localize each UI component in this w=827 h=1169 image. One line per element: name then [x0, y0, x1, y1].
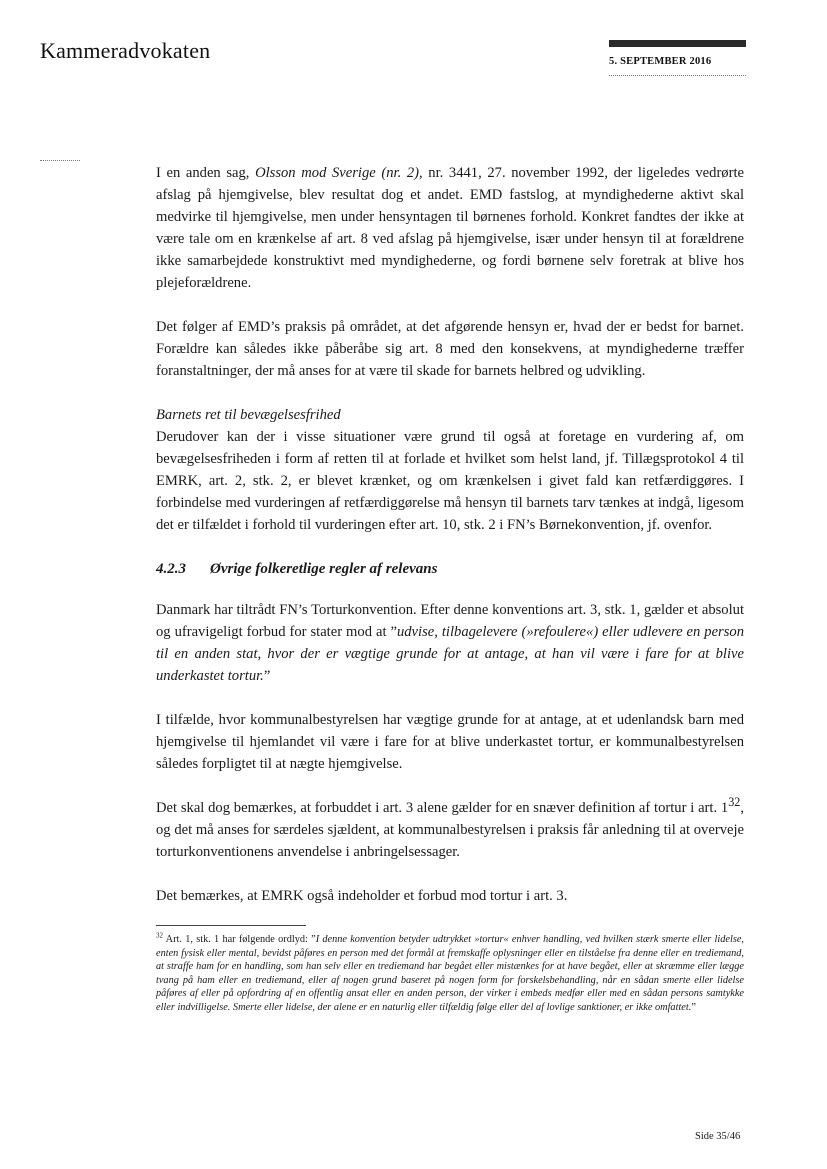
footnote: $^{32}$ Art. 1, stk. 1 har følgende ordlyd: ”I denne konvention betyder udtrykket »tortur« enhver handling, ved hvilken stærk smerte eller lidelse, enten fysisk eller mental, bevidst påføres en person med det formål at fremskaffe oplysninger eller en tilståelse fra denne eller en trediemand, at straffe ham for en handling, som han selv eller en trediemand har begået eller mistænkes for at have begået, eller at skræmme eller lægge tvang på ham eller en trediemand, eller af nogen grund baseret på nogen form for forskelsbehandling, når en sådan smerte eller lidelse påføres af eller på opfordring af en offentlig ansat eller en anden person, der virker i embeds medfør eller med en sådan persons samtykke eller indvilligelse. Smerte eller lidelse, der alene er en naturlig eller tilfældig følge eller del af lovlige sanktioner, er ikke omfattet.”: [156, 931, 744, 1013]
paragraph-1: I en anden sag, Olsson mod Sverige (nr. 2), nr. 3441, 27. november 1992, der ligeledes vedrørte afslag på hjemgivelse, blev resultat dog et andet. EMD fastslog, at myndighederne aktivt skal medvirke til hjemgivelse, men under hensyntagen til børnenes forhold. Konkret fandtes der ikke at være tale om en krænkelse af art. 8 ved afslag på hjemgivelse, især under hensyn til at forældrene ikke samarbejdede konstruktivt med myndighederne, og fordi børnene selv foretrak at blive hos plejeforældrene.: [156, 165, 744, 291]
paragraph-7: Det bemærkes, at EMRK også indeholder et forbud mod tortur i art. 3.: [156, 888, 568, 904]
document-date: 5. SEPTEMBER 2016: [609, 56, 712, 67]
header-bar: [609, 40, 746, 47]
paragraph-6: Det skal dog bemærkes, at forbuddet i art. 3 alene gælder for en snæver definition af tortur i art. $1^{32}$, og det må anses for særdeles sjældent, at kommunalbestyrelsen i praksis får anledning til at overveje torturkonventionens anvendelse i anbringelsessager.: [156, 795, 744, 860]
org-title: Kammeradvokaten: [40, 38, 211, 63]
paragraph-2: Det følger af EMD’s praksis på området, at det afgørende hensyn er, hvad der er bedst for barnet. Forældre kan således ikke påberåbe sig art. 8 med den konsekvens, at myndighederne træffer foranstaltninger, der må anses for at være til skade for barnets helbred og udvikling.: [156, 319, 744, 379]
quote: udvise, tilbagelevere (»refoulere«) eller udlevere en person til en anden stat, hvor der er vægtige grunde for at antage, at han vil være i fare for at blive underkastet tortur.: [156, 624, 744, 684]
footnote-ref[interactable]: 32: [728, 795, 741, 810]
paragraph-4: Danmark har tiltrådt FN’s Torturkonvention. Efter denne konventions art. 3, stk. 1, gælder et absolut og ufravigeligt forbud for stater mod at ”udvise, tilbagelevere (»refoulere«) eller udlevere en person til en anden stat, hvor der er vægtige grunde for at antage, at han vil være i fare for at blive underkastet tortur.”: [156, 602, 744, 684]
document-body: [156, 162, 744, 929]
section-title: Øvrige folkeretlige regler af relevans: [210, 561, 438, 577]
header-divider: [609, 75, 746, 76]
footnote-quote: I denne konvention betyder udtrykket »tortur« enhver handling, ved hvilken stærk smerte eller lidelse, enten fysisk eller mental, bevidst påføres en person med det formål at fremskaffe oplysninger eller en tilståelse fra denne eller en trediemand, at straffe ham for en handling, som han selv eller en trediemand har begået eller mistænkes for at have begået, eller at skræmme eller lægge tvang på ham eller en trediemand, eller af nogen grund baseret på nogen form for forskelsbehandling, når en sådan smerte eller lidelse påføres af eller på opfordring af en offentlig ansat eller en anden person, der virker i embeds medfør eller med en sådan persons samtykke eller indvilligelse. Smerte eller lidelse, der alene er en naturlig eller tilfældig følge eller del af lovlige sanktioner, er ikke omfattet.: [156, 934, 744, 1013]
footnote-divider: [156, 925, 306, 926]
paragraph-5: I tilfælde, hvor kommunalbestyrelsen har vægtige grunde for at antage, at et udenlandsk barn med hjemgivelse til hjemlandet vil være i fare for at blive underkastet tortur, er kommunalbestyrelsen således forpligtet til at nægte hjemgivelse.: [156, 712, 744, 772]
page-number: Side 35/46: [695, 1131, 741, 1142]
section-heading: [156, 558, 744, 580]
paragraph-3: Derudover kan der i visse situationer være grund til også at foretage en vurdering af, om bevægelsesfriheden i form af retten til at forlade et hvilket som helst land, jf. Tillægsprotokol 4 til EMRK, art. 2, stk. 2, er blevet krænket, og om krænkelsen i givet fald kan retfærdiggøres. I forbindelse med vurderingen af retfærdiggørelse må hensyn til barnets tarv tænkes at indgå, ligesom det er tilfældet i forhold til vurderingen efter art. 10, stk. 2 i FN’s Børnekonvention, jf. ovenfor.: [156, 429, 744, 533]
footnote-number: 32: [156, 931, 163, 940]
case-name: Olsson mod Sverige (nr. 2),: [255, 165, 423, 181]
subheading: Barnets ret til bevægelsesfrihed: [156, 407, 341, 423]
margin-divider: [40, 160, 80, 161]
section-number: 4.2.3: [156, 561, 186, 577]
